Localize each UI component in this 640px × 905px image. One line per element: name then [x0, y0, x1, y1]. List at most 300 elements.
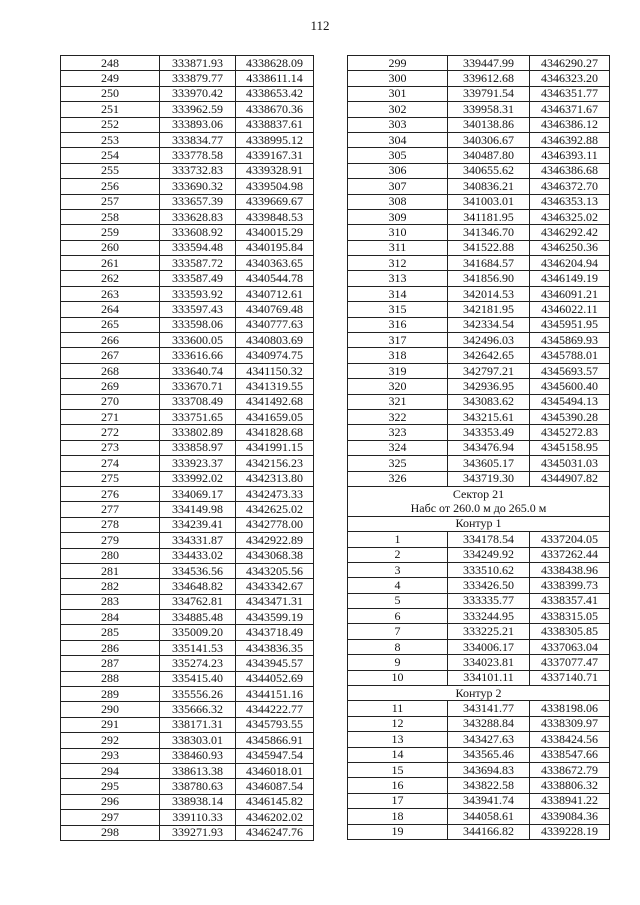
x-coordinate-cell: 333962.59 [160, 102, 236, 117]
x-coordinate-cell: 333628.83 [160, 209, 236, 224]
table-row [61, 148, 314, 163]
y-coordinate-cell: 4339669.67 [236, 194, 314, 209]
y-coordinate-cell: 4346022.11 [530, 302, 610, 317]
table-row [61, 548, 314, 563]
table-row [348, 56, 610, 71]
y-coordinate-cell: 4343836.35 [236, 640, 314, 655]
table-row [348, 271, 610, 286]
x-coordinate-cell: 335415.40 [160, 671, 236, 686]
point-number-cell: 269 [61, 379, 160, 394]
table-row [61, 333, 314, 348]
x-coordinate-cell: 335666.32 [160, 702, 236, 717]
table-row [348, 409, 610, 424]
y-coordinate-cell: 4342313.80 [236, 471, 314, 486]
x-coordinate-cell: 341346.70 [448, 225, 530, 240]
table-row [348, 225, 610, 240]
x-coordinate-cell: 339110.33 [160, 810, 236, 825]
x-coordinate-cell: 340836.21 [448, 179, 530, 194]
point-number-cell: 253 [61, 132, 160, 147]
table-row [61, 456, 314, 471]
point-number-cell: 267 [61, 348, 160, 363]
point-number-cell: 320 [348, 379, 448, 394]
point-number-cell: 292 [61, 733, 160, 748]
x-coordinate-cell: 333834.77 [160, 132, 236, 147]
point-number-cell: 299 [348, 56, 448, 71]
x-coordinate-cell: 343476.94 [448, 440, 530, 455]
y-coordinate-cell: 4346371.67 [530, 102, 610, 117]
point-number-cell: 261 [61, 256, 160, 271]
page-number: 112 [310, 18, 330, 33]
x-coordinate-cell: 342014.53 [448, 286, 530, 301]
y-coordinate-cell: 4344151.16 [236, 687, 314, 702]
table-row [348, 425, 610, 440]
table-row [61, 102, 314, 117]
x-coordinate-cell: 334249.92 [448, 547, 530, 562]
table-row [348, 71, 610, 86]
point-number-cell: 279 [61, 533, 160, 548]
point-number-cell: 262 [61, 271, 160, 286]
x-coordinate-cell: 334069.17 [160, 486, 236, 501]
point-number-cell: 274 [61, 456, 160, 471]
x-coordinate-cell: 338613.38 [160, 763, 236, 778]
y-coordinate-cell: 4340803.69 [236, 333, 314, 348]
y-coordinate-cell: 4343471.31 [236, 594, 314, 609]
table-row [348, 102, 610, 117]
x-coordinate-cell: 334023.81 [448, 655, 530, 670]
x-coordinate-cell: 339791.54 [448, 86, 530, 101]
point-number-cell: 248 [61, 56, 160, 71]
point-number-cell: 18 [348, 809, 448, 824]
table-row [61, 363, 314, 378]
point-number-cell: 319 [348, 363, 448, 378]
table-row [61, 794, 314, 809]
x-coordinate-cell: 333970.42 [160, 86, 236, 101]
point-number-cell: 286 [61, 640, 160, 655]
x-coordinate-cell: 335274.23 [160, 656, 236, 671]
point-number-cell: 304 [348, 132, 448, 147]
x-coordinate-cell: 333225.21 [448, 624, 530, 639]
table-row [348, 670, 610, 685]
y-coordinate-cell: 4345788.01 [530, 348, 610, 363]
y-coordinate-cell: 4338399.73 [530, 578, 610, 593]
table-row [348, 578, 610, 593]
table-row [61, 763, 314, 778]
x-coordinate-cell: 342642.65 [448, 348, 530, 363]
point-number-cell: 321 [348, 394, 448, 409]
x-coordinate-cell: 333858.97 [160, 440, 236, 455]
y-coordinate-cell: 4345158.95 [530, 440, 610, 455]
point-number-cell: 6 [348, 609, 448, 624]
y-coordinate-cell: 4338315.05 [530, 609, 610, 624]
point-number-cell: 280 [61, 548, 160, 563]
table-row [61, 71, 314, 86]
x-coordinate-cell: 343822.58 [448, 778, 530, 793]
x-coordinate-cell: 333751.65 [160, 409, 236, 424]
point-number-cell: 7 [348, 624, 448, 639]
y-coordinate-cell: 4338653.42 [236, 86, 314, 101]
x-coordinate-cell: 338780.63 [160, 779, 236, 794]
x-coordinate-cell: 333335.77 [448, 593, 530, 608]
x-coordinate-cell: 342797.21 [448, 363, 530, 378]
point-number-cell: 278 [61, 517, 160, 532]
contour-1-title-row [348, 516, 610, 531]
point-number-cell: 256 [61, 179, 160, 194]
table-row [61, 317, 314, 332]
y-coordinate-cell: 4345031.03 [530, 456, 610, 471]
x-coordinate-cell: 333598.06 [160, 317, 236, 332]
x-coordinate-cell: 340487.80 [448, 148, 530, 163]
x-coordinate-cell: 342496.03 [448, 333, 530, 348]
sector-title-row [348, 486, 610, 501]
y-coordinate-cell: 4338309.97 [530, 716, 610, 731]
point-number-cell: 251 [61, 102, 160, 117]
y-coordinate-cell: 4337077.47 [530, 655, 610, 670]
x-coordinate-cell: 341522.88 [448, 240, 530, 255]
x-coordinate-cell: 341003.01 [448, 194, 530, 209]
x-coordinate-cell: 339958.31 [448, 102, 530, 117]
y-coordinate-cell: 4345947.54 [236, 748, 314, 763]
y-coordinate-cell: 4341150.32 [236, 363, 314, 378]
table-row [61, 194, 314, 209]
y-coordinate-cell: 4346149.19 [530, 271, 610, 286]
x-coordinate-cell: 338938.14 [160, 794, 236, 809]
point-number-cell: 298 [61, 825, 160, 840]
table-row [348, 86, 610, 101]
y-coordinate-cell: 4340974.75 [236, 348, 314, 363]
x-coordinate-cell: 333657.39 [160, 194, 236, 209]
y-coordinate-cell: 4338670.36 [236, 102, 314, 117]
contour-2-title: Контур 2 [348, 686, 610, 701]
x-coordinate-cell: 334331.87 [160, 533, 236, 548]
table-row [348, 148, 610, 163]
point-number-cell: 268 [61, 363, 160, 378]
table-row [61, 502, 314, 517]
table-row [61, 286, 314, 301]
x-coordinate-cell: 334178.54 [448, 532, 530, 547]
y-coordinate-cell: 4346392.88 [530, 132, 610, 147]
point-number-cell: 300 [348, 71, 448, 86]
y-coordinate-cell: 4338806.32 [530, 778, 610, 793]
sector-depth-range-row [348, 501, 610, 516]
y-coordinate-cell: 4340195.84 [236, 240, 314, 255]
point-number-cell: 8 [348, 639, 448, 654]
y-coordinate-cell: 4338438.96 [530, 562, 610, 577]
table-row [348, 732, 610, 747]
point-number-cell: 314 [348, 286, 448, 301]
x-coordinate-cell: 333244.95 [448, 609, 530, 624]
x-coordinate-cell: 344166.82 [448, 824, 530, 839]
table-row [61, 163, 314, 178]
point-number-cell: 16 [348, 778, 448, 793]
point-number-cell: 309 [348, 209, 448, 224]
x-coordinate-cell: 343353.49 [448, 425, 530, 440]
y-coordinate-cell: 4338305.85 [530, 624, 610, 639]
x-coordinate-cell: 339271.93 [160, 825, 236, 840]
y-coordinate-cell: 4338941.22 [530, 793, 610, 808]
table-row [348, 655, 610, 670]
point-number-cell: 297 [61, 810, 160, 825]
table-row [61, 56, 314, 71]
y-coordinate-cell: 4340777.63 [236, 317, 314, 332]
table-row [348, 793, 610, 808]
y-coordinate-cell: 4340544.78 [236, 271, 314, 286]
x-coordinate-cell: 333923.37 [160, 456, 236, 471]
x-coordinate-cell: 343141.77 [448, 701, 530, 716]
x-coordinate-cell: 341856.90 [448, 271, 530, 286]
point-number-cell: 260 [61, 240, 160, 255]
point-number-cell: 258 [61, 209, 160, 224]
x-coordinate-cell: 338460.93 [160, 748, 236, 763]
table-row [348, 286, 610, 301]
table-row [61, 733, 314, 748]
table-row [61, 240, 314, 255]
point-number-cell: 17 [348, 793, 448, 808]
y-coordinate-cell: 4346351.77 [530, 86, 610, 101]
table-row [61, 610, 314, 625]
table-row [61, 579, 314, 594]
y-coordinate-cell: 4339328.91 [236, 163, 314, 178]
table-row [348, 333, 610, 348]
y-coordinate-cell: 4346091.21 [530, 286, 610, 301]
x-coordinate-cell: 343694.83 [448, 762, 530, 777]
x-coordinate-cell: 333871.93 [160, 56, 236, 71]
x-coordinate-cell: 344058.61 [448, 809, 530, 824]
table-row [348, 348, 610, 363]
table-row [348, 379, 610, 394]
y-coordinate-cell: 4342625.02 [236, 502, 314, 517]
point-number-cell: 3 [348, 562, 448, 577]
point-number-cell: 283 [61, 594, 160, 609]
point-number-cell: 308 [348, 194, 448, 209]
x-coordinate-cell: 333616.66 [160, 348, 236, 363]
table-row [61, 256, 314, 271]
point-number-cell: 5 [348, 593, 448, 608]
table-row [348, 762, 610, 777]
point-number-cell: 254 [61, 148, 160, 163]
table-row [61, 117, 314, 132]
point-number-cell: 2 [348, 547, 448, 562]
x-coordinate-cell: 335009.20 [160, 625, 236, 640]
x-coordinate-cell: 333426.50 [448, 578, 530, 593]
x-coordinate-cell: 342936.95 [448, 379, 530, 394]
point-number-cell: 307 [348, 179, 448, 194]
point-number-cell: 294 [61, 763, 160, 778]
table-row [61, 687, 314, 702]
table-row [348, 363, 610, 378]
y-coordinate-cell: 4342473.33 [236, 486, 314, 501]
table-row [348, 562, 610, 577]
point-number-cell: 282 [61, 579, 160, 594]
x-coordinate-cell: 334239.41 [160, 517, 236, 532]
table-row [61, 302, 314, 317]
y-coordinate-cell: 4341492.68 [236, 394, 314, 409]
y-coordinate-cell: 4345272.83 [530, 425, 610, 440]
point-number-cell: 263 [61, 286, 160, 301]
x-coordinate-cell: 333708.49 [160, 394, 236, 409]
point-number-cell: 277 [61, 502, 160, 517]
x-coordinate-cell: 334433.02 [160, 548, 236, 563]
y-coordinate-cell: 4341991.15 [236, 440, 314, 455]
sector-title: Сектор 21 [348, 486, 610, 501]
point-number-cell: 276 [61, 486, 160, 501]
x-coordinate-cell: 333992.02 [160, 471, 236, 486]
x-coordinate-cell: 333587.72 [160, 256, 236, 271]
x-coordinate-cell: 333670.71 [160, 379, 236, 394]
point-number-cell: 272 [61, 425, 160, 440]
y-coordinate-cell: 4345390.28 [530, 409, 610, 424]
y-coordinate-cell: 4346202.02 [236, 810, 314, 825]
table-row [61, 671, 314, 686]
y-coordinate-cell: 4343342.67 [236, 579, 314, 594]
x-coordinate-cell: 333510.62 [448, 562, 530, 577]
point-number-cell: 301 [348, 86, 448, 101]
y-coordinate-cell: 4339228.19 [530, 824, 610, 839]
table-row [348, 132, 610, 147]
y-coordinate-cell: 4346290.27 [530, 56, 610, 71]
x-coordinate-cell: 335556.26 [160, 687, 236, 702]
point-number-cell: 271 [61, 409, 160, 424]
table-row [61, 625, 314, 640]
x-coordinate-cell: 333802.89 [160, 425, 236, 440]
point-number-cell: 288 [61, 671, 160, 686]
y-coordinate-cell: 4339167.31 [236, 148, 314, 163]
point-number-cell: 310 [348, 225, 448, 240]
x-coordinate-cell: 343605.17 [448, 456, 530, 471]
point-number-cell: 15 [348, 762, 448, 777]
table-row [61, 810, 314, 825]
y-coordinate-cell: 4346087.54 [236, 779, 314, 794]
point-number-cell: 264 [61, 302, 160, 317]
x-coordinate-cell: 333732.83 [160, 163, 236, 178]
x-coordinate-cell: 333594.48 [160, 240, 236, 255]
x-coordinate-cell: 334536.56 [160, 563, 236, 578]
table-row [348, 471, 610, 486]
y-coordinate-cell: 4340015.29 [236, 225, 314, 240]
y-coordinate-cell: 4339504.98 [236, 179, 314, 194]
table-row [61, 656, 314, 671]
table-row [348, 117, 610, 132]
y-coordinate-cell: 4338198.06 [530, 701, 610, 716]
point-number-cell: 19 [348, 824, 448, 839]
y-coordinate-cell: 4338547.66 [530, 747, 610, 762]
point-number-cell: 249 [61, 71, 160, 86]
table-row [61, 379, 314, 394]
y-coordinate-cell: 4346018.01 [236, 763, 314, 778]
point-number-cell: 323 [348, 425, 448, 440]
x-coordinate-cell: 338171.31 [160, 717, 236, 732]
table-row [348, 532, 610, 547]
y-coordinate-cell: 4346372.70 [530, 179, 610, 194]
table-row [348, 317, 610, 332]
table-row [61, 640, 314, 655]
y-coordinate-cell: 4340363.65 [236, 256, 314, 271]
table-row [348, 547, 610, 562]
x-coordinate-cell: 343215.61 [448, 409, 530, 424]
y-coordinate-cell: 4343718.49 [236, 625, 314, 640]
y-coordinate-cell: 4340712.61 [236, 286, 314, 301]
y-coordinate-cell: 4339084.36 [530, 809, 610, 824]
y-coordinate-cell: 4338357.41 [530, 593, 610, 608]
table-row [61, 348, 314, 363]
y-coordinate-cell: 4342922.89 [236, 533, 314, 548]
table-row [348, 440, 610, 455]
x-coordinate-cell: 333593.92 [160, 286, 236, 301]
x-coordinate-cell: 335141.53 [160, 640, 236, 655]
point-number-cell: 252 [61, 117, 160, 132]
contour-1-title: Контур 1 [348, 516, 610, 531]
y-coordinate-cell: 4341828.68 [236, 425, 314, 440]
table-row [61, 86, 314, 101]
point-number-cell: 287 [61, 656, 160, 671]
table-row [61, 702, 314, 717]
y-coordinate-cell: 4344907.82 [530, 471, 610, 486]
y-coordinate-cell: 4337140.71 [530, 670, 610, 685]
y-coordinate-cell: 4346353.13 [530, 194, 610, 209]
point-number-cell: 13 [348, 732, 448, 747]
point-number-cell: 325 [348, 456, 448, 471]
point-number-cell: 10 [348, 670, 448, 685]
point-number-cell: 324 [348, 440, 448, 455]
table-row [348, 179, 610, 194]
x-coordinate-cell: 342181.95 [448, 302, 530, 317]
y-coordinate-cell: 4345793.55 [236, 717, 314, 732]
y-coordinate-cell: 4345951.95 [530, 317, 610, 332]
x-coordinate-cell: 343941.74 [448, 793, 530, 808]
y-coordinate-cell: 4346325.02 [530, 209, 610, 224]
x-coordinate-cell: 339612.68 [448, 71, 530, 86]
x-coordinate-cell: 334648.82 [160, 579, 236, 594]
y-coordinate-cell: 4346250.36 [530, 240, 610, 255]
table-row [61, 132, 314, 147]
point-number-cell: 291 [61, 717, 160, 732]
point-number-cell: 284 [61, 610, 160, 625]
y-coordinate-cell: 4338424.56 [530, 732, 610, 747]
table-row [348, 240, 610, 255]
x-coordinate-cell: 341684.57 [448, 256, 530, 271]
x-coordinate-cell: 340306.67 [448, 132, 530, 147]
table-row [348, 716, 610, 731]
y-coordinate-cell: 4337262.44 [530, 547, 610, 562]
point-number-cell: 295 [61, 779, 160, 794]
x-coordinate-cell: 343427.63 [448, 732, 530, 747]
y-coordinate-cell: 4339848.53 [236, 209, 314, 224]
x-coordinate-cell: 341181.95 [448, 209, 530, 224]
x-coordinate-cell: 334885.48 [160, 610, 236, 625]
point-number-cell: 285 [61, 625, 160, 640]
x-coordinate-cell: 333778.58 [160, 148, 236, 163]
table-row [348, 747, 610, 762]
coordinates-table-right [347, 55, 610, 840]
table-row [348, 194, 610, 209]
x-coordinate-cell: 333587.49 [160, 271, 236, 286]
point-number-cell: 259 [61, 225, 160, 240]
y-coordinate-cell: 4346292.42 [530, 225, 610, 240]
point-number-cell: 9 [348, 655, 448, 670]
point-number-cell: 315 [348, 302, 448, 317]
point-number-cell: 266 [61, 333, 160, 348]
point-number-cell: 326 [348, 471, 448, 486]
y-coordinate-cell: 4346247.76 [236, 825, 314, 840]
y-coordinate-cell: 4341319.55 [236, 379, 314, 394]
y-coordinate-cell: 4337063.04 [530, 639, 610, 654]
table-row [61, 748, 314, 763]
y-coordinate-cell: 4343205.56 [236, 563, 314, 578]
table-row [61, 779, 314, 794]
table-row [348, 624, 610, 639]
table-row [61, 717, 314, 732]
table-row [348, 456, 610, 471]
table-row [61, 394, 314, 409]
